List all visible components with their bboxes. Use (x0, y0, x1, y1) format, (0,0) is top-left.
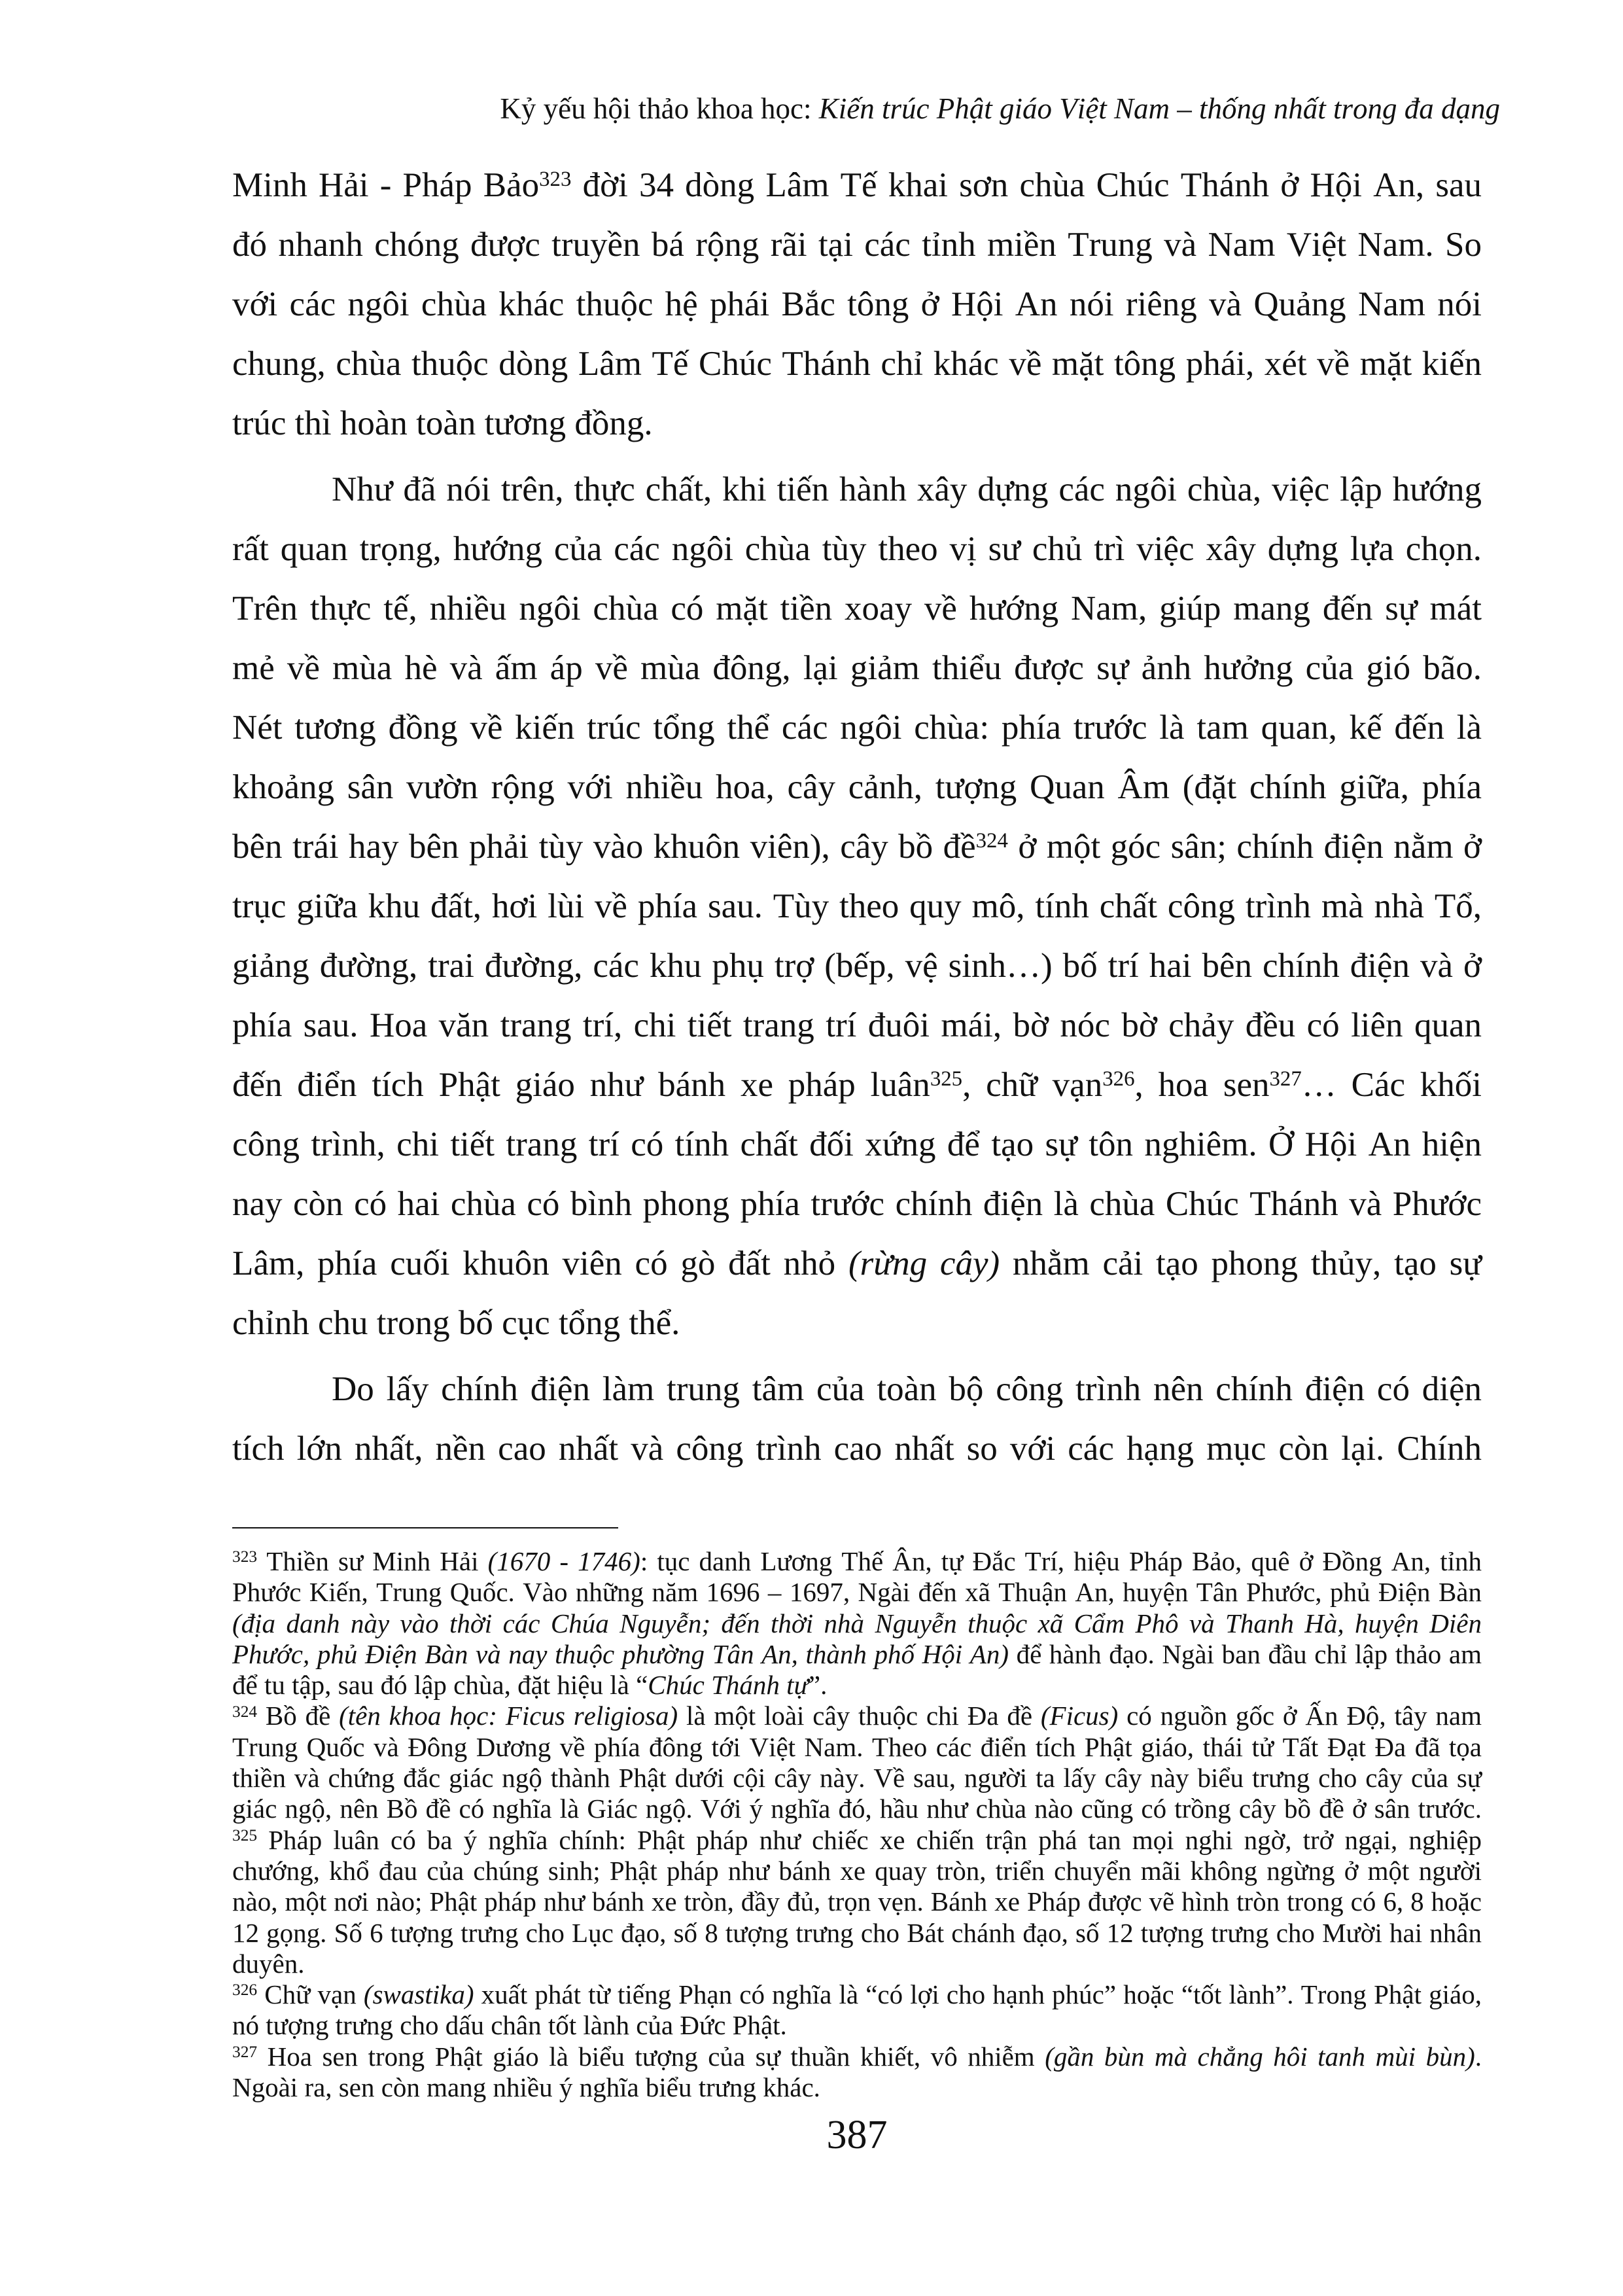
footnote-ref: 323 (539, 167, 572, 191)
text-run: ”. (808, 1670, 828, 1701)
main-text (232, 156, 1482, 1485)
footnote-line (232, 1639, 1482, 1670)
text-line: khoảng sân vườn rộng với nhiều hoa, cây cảnh, tượng Quan Âm (đặt chính giữa, phía (232, 768, 1482, 806)
text-run: : tục danh Lương Thế Ân, tự Đắc Trí, hiệu Pháp Bảo, quê ở Đồng An, tỉnh (640, 1546, 1482, 1576)
footnote-line (232, 1670, 1482, 1701)
text-line: tích lớn nhất, nền cao nhất và công trình cao nhất so với các hạng mục còn lại. Chính (232, 1430, 1482, 1468)
footnote-line (232, 1825, 1482, 1856)
text-line: trục giữa khu đất, hơi lùi về phía sau. Tùy theo quy mô, tính chất công trình mà nhà Tổ, (232, 887, 1482, 925)
footnote (232, 1979, 1482, 2041)
footnote-separator (232, 1527, 618, 1528)
running-header (500, 92, 1500, 126)
text-run: có nguồn gốc ở Ấn Độ, tây nam (1118, 1701, 1482, 1731)
text-run: Bồ đề (257, 1701, 340, 1731)
running-header-title: Kiến trúc Phật giáo Việt Nam – thống nhất trong đa dạng (818, 92, 1500, 125)
footnote-ref: 325 (930, 1067, 963, 1091)
footnote (232, 1546, 1482, 1701)
text-line (232, 156, 1482, 215)
text-run: . (1475, 2041, 1482, 2072)
text-run: đến điển tích Phật giáo như bánh xe pháp luân (232, 1066, 930, 1104)
footnote-line (232, 1979, 1482, 2010)
text-run: Minh Hải - Pháp Bảo (232, 166, 540, 204)
footnote-line: Ngoài ra, sen còn mang nhiều ý nghĩa biểu trưng khác. (232, 2072, 820, 2103)
text-line: Do lấy chính điện làm trung tâm của toàn bộ công trình nên chính điện có diện (332, 1370, 1482, 1408)
text-run: ở một góc sân; chính điện nằm ở (1007, 828, 1482, 866)
text-run: Pháp luân có ba ý nghĩa chính: Phật pháp như chiếc xe chiến trận phá tan mọi nghi ngờ, trở ngại, nghiệp (257, 1824, 1482, 1855)
text-line (232, 1234, 1482, 1294)
footnote-ref: 326 (1102, 1067, 1135, 1091)
footnote-line: duyên. (232, 1948, 305, 1979)
paragraph (232, 156, 1482, 453)
text-run: nhằm cải tạo phong thủy, tạo sự (1000, 1245, 1482, 1282)
page-number: 387 (826, 2113, 888, 2157)
text-run: xuất phát từ tiếng Phạn có nghĩa là “có lợi cho hạnh phúc” hoặc “tốt lành”. Trong Phật giáo, (474, 1979, 1482, 2010)
footnote-line (232, 2041, 1482, 2072)
text-run: để hành đạo. Ngài ban đầu chỉ lập thảo am (1008, 1638, 1482, 1669)
footnote-line: 12 gọng. Số 6 tượng trưng cho Lục đạo, số 8 tượng trưng cho Bát chánh đạo, số 12 tượng trưng cho Mười hai nhân (232, 1917, 1482, 1948)
footnote-number: 323 (232, 1547, 258, 1566)
text-line: Nét tương đồng về kiến trúc tổng thể các ngôi chùa: phía trước là tam quan, kế đến là (232, 709, 1482, 747)
text-run: bên trái hay bên phải tùy vào khuôn viên), cây bồ đề (232, 828, 976, 866)
text-line: nay còn có hai chùa có bình phong phía trước chính điện là chùa Chúc Thánh và Phước (232, 1185, 1482, 1223)
text-run: Thiền sư Minh Hải (257, 1546, 488, 1576)
running-header-prefix: Kỷ yếu hội thảo khoa học: (500, 92, 819, 125)
footnote-line (232, 1546, 1482, 1577)
italic-run: (Ficus) (1040, 1701, 1119, 1731)
text-run: , hoa sen (1134, 1066, 1270, 1104)
text-line: chung, chùa thuộc dòng Lâm Tế Chúc Thánh chỉ khác về mặt tông phái, xét về mặt kiến (232, 345, 1482, 383)
footnote-line: thiền và chứng đắc giác ngộ thành Phật dưới cội cây này. Về sau, người ta lấy cây này biểu trưng cho cây của sự (232, 1763, 1482, 1793)
footnote (232, 1701, 1482, 1824)
text-run: là một loài cây thuộc chi Đa đề (678, 1701, 1041, 1731)
italic-run: (tên khoa học: Ficus religiosa) (339, 1701, 678, 1731)
text-line: công trình, chi tiết trang trí có tính chất đối xứng để tạo sự tôn nghiêm. Ở Hội An hiện (232, 1125, 1482, 1163)
italic-run: (1670 - 1746) (487, 1546, 640, 1576)
text-run: Lâm, phía cuối khuôn viên có gò đất nhỏ (232, 1245, 848, 1282)
text-line: Như đã nói trên, thực chất, khi tiến hành xây dựng các ngôi chùa, việc lập hướng (332, 470, 1482, 508)
italic-run: (rừng cây) (848, 1245, 1000, 1282)
text-run: … Các khối (1301, 1066, 1482, 1104)
italic-run: (swastika) (363, 1979, 474, 2010)
paragraph (232, 460, 1482, 1353)
footnote-number: 324 (232, 1702, 258, 1721)
text-line: mẻ về mùa hè và ấm áp về mùa đông, lại giảm thiểu được sự ảnh hưởng của gió bão. (232, 649, 1482, 687)
italic-run: Phước, phủ Điện Bàn và nay thuộc phường Tân An, thành phố Hội An) (232, 1638, 1009, 1669)
footnote (232, 2041, 1482, 2104)
text-line: phía sau. Hoa văn trang trí, chi tiết trang trí đuôi mái, bờ nóc bờ chảy đều có liên quan (232, 1006, 1482, 1044)
text-run: Hoa sen trong Phật giáo là biểu tượng của sự thuần khiết, vô nhiễm (257, 2041, 1045, 2072)
footnote-number: 327 (232, 2043, 258, 2062)
text-line: với các ngôi chùa khác thuộc hệ phái Bắc tông ở Hội An nói riêng và Quảng Nam nói (232, 285, 1482, 323)
text-line: đó nhanh chóng được truyền bá rộng rãi tại các tỉnh miền Trung và Nam Việt Nam. So (232, 226, 1482, 264)
text-run: để tu tập, sau đó lập chùa, đặt hiệu là “ (232, 1670, 648, 1701)
paragraph (232, 1360, 1482, 1479)
italic-run: Chúc Thánh tự (648, 1670, 809, 1701)
italic-run: (gần bùn mà chẳng hôi tanh mùi bùn) (1045, 2041, 1475, 2072)
footnote-line: Phước Kiến, Trung Quốc. Vào những năm 1696 – 1697, Ngài đến xã Thuận An, huyện Tân Phước, phủ Điện Bàn (232, 1577, 1482, 1608)
text-run: Chữ vạn (257, 1979, 364, 2010)
text-line: giảng đường, trai đường, các khu phụ trợ (bếp, vệ sinh…) bố trí hai bên chính điện và ở (232, 947, 1482, 985)
footnote-line: chướng, khổ đau của chúng sinh; Phật pháp như bánh xe quay tròn, triển chuyển mãi không ngừng ở một người (232, 1855, 1482, 1886)
footnote-ref: 324 (975, 828, 1008, 853)
footnote-line: Trung Quốc và Đông Dương về phía đông tới Việt Nam. Theo các điển tích Phật giáo, thái tử Tất Đạt Đa đã tọa (232, 1731, 1482, 1762)
text-line: chỉnh chu trong bố cục tổng thể. (232, 1304, 680, 1342)
footnote-line: nào, một nơi nào; Phật pháp như bánh xe tròn, đầy đủ, trọn vẹn. Bánh xe Pháp được vẽ hình tròn trong có 6, 8 hoặc (232, 1886, 1482, 1917)
footnote (232, 1825, 1482, 1979)
text-line (232, 817, 1482, 877)
text-line: rất quan trọng, hướng của các ngôi chùa tùy theo vị sư chủ trì việc xây dựng lựa chọn. (232, 530, 1482, 568)
text-run: đời 34 dòng Lâm Tế khai sơn chùa Chúc Thánh ở Hội An, sau (571, 166, 1482, 204)
text-run: , chữ vạn (962, 1066, 1103, 1104)
footnote-line: nó tượng trưng cho dấu chân tốt lành của Đức Phật. (232, 2010, 787, 2041)
footnote-line: giác ngộ, nên Bồ đề có nghĩa là Giác ngộ. Với ý nghĩa đó, hầu như chùa nào cũng có trồng cây bồ đề ở sân trước. (232, 1793, 1482, 1824)
footnote-line (232, 1701, 1482, 1731)
footnote-line: (địa danh này vào thời các Chúa Nguyễn; đến thời nhà Nguyễn thuộc xã Cẩm Phô và Thanh Hà, huyện Diên (232, 1608, 1482, 1638)
text-line (232, 1055, 1482, 1115)
footnote-number: 326 (232, 1981, 258, 2000)
text-line: Trên thực tế, nhiều ngôi chùa có mặt tiền xoay về hướng Nam, giúp mang đến sự mát (232, 590, 1482, 627)
footnote-number: 325 (232, 1826, 258, 1845)
footnotes (232, 1546, 1482, 2103)
text-line: trúc thì hoàn toàn tương đồng. (232, 404, 653, 442)
footnote-ref: 327 (1269, 1067, 1302, 1091)
